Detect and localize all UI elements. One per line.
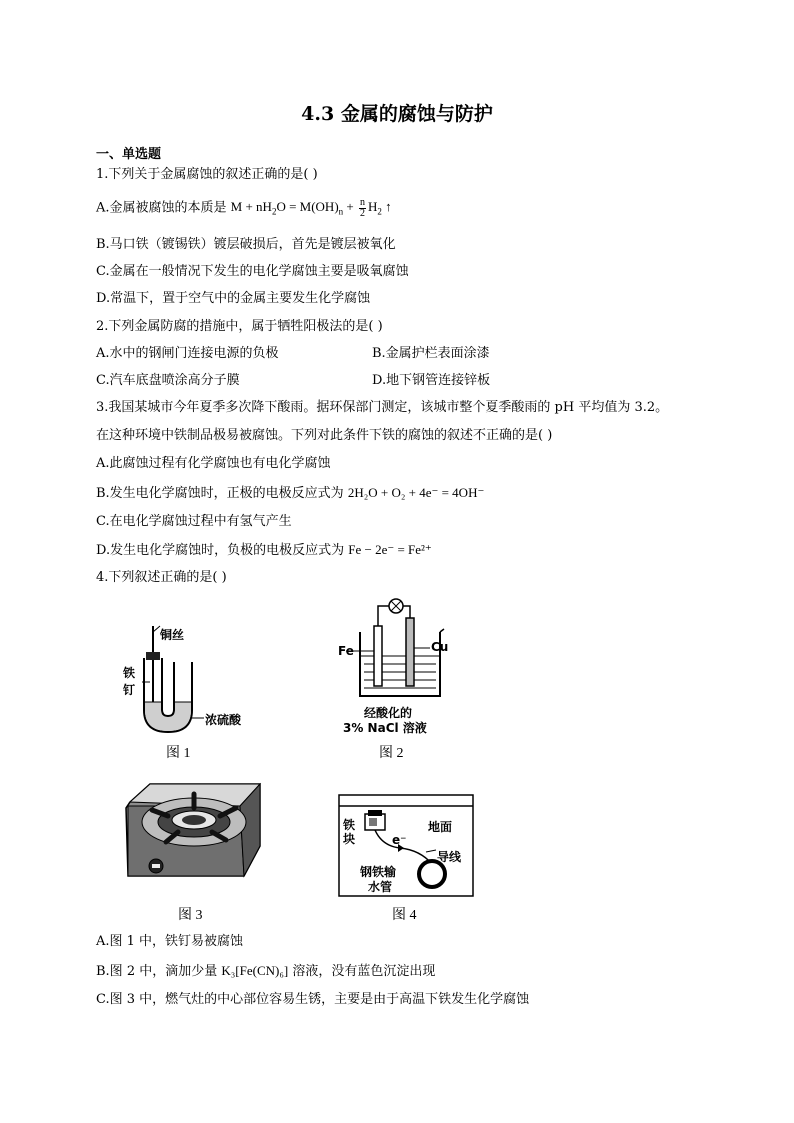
q2-option-a: A.水中的钢闸门连接电源的负极 — [96, 346, 279, 361]
q1-option-d: D.常温下，置于空气中的金属主要发生化学腐蚀 — [96, 291, 371, 306]
fig4-label-ground: 地面 — [428, 820, 453, 834]
fig2-label-fe: Fe — [338, 644, 354, 658]
q3-option-c: C.在电化学腐蚀过程中有氢气产生 — [96, 514, 292, 529]
q4-option-a: A.图 1 中，铁钉易被腐蚀 — [96, 934, 244, 949]
q2-stem: 2.下列金属防腐的措施中，属于牺牲阳极法的是( ) — [96, 319, 383, 334]
fig4-label-block-1: 铁 — [343, 818, 356, 832]
q4-option-c: C.图 3 中，燃气灶的中心部位容易生锈，主要是由于高温下铁发生化学腐蚀 — [96, 992, 530, 1007]
q4-stem: 4.下列叙述正确的是( ) — [96, 570, 227, 585]
figure-1-caption: 图 1 — [166, 746, 191, 761]
figure-4-caption: 图 4 — [392, 908, 417, 923]
figure-3-caption: 图 3 — [178, 908, 203, 923]
q1-a-text: A.金属被腐蚀的本质是 — [96, 200, 231, 216]
q4-option-b: B.图 2 中，滴加少量 K₃[Fe(CN)₆] 溶液，没有蓝色沉淀出现 — [96, 963, 436, 979]
fig4-label-block-2: 块 — [343, 832, 356, 846]
fig2-label-solution-1: 经酸化的 — [364, 706, 413, 720]
q1-a-formula: $M + nH_2O = M(OH)_n$ + $\frac{n}{2}$ $H_2$ ↑ — [230, 197, 392, 219]
fig1-label-acid: 浓硫酸 — [205, 713, 242, 727]
fig4-label-electron: e⁻ — [392, 833, 407, 847]
q3-option-b: B.发生电化学腐蚀时，正极的电极反应式为 2H₂O + O₂ + 4e⁻ = 4OH⁻ — [96, 485, 485, 501]
q2-option-d: D.地下钢管连接锌板 — [372, 373, 491, 388]
section-heading: 一、单选题 — [96, 147, 162, 162]
page-title: 4.3 金属的腐蚀与防护 — [301, 103, 493, 125]
fig2-label-solution-2: 3% NaCl 溶液 — [343, 721, 427, 735]
q3-option-d: D.发生电化学腐蚀时，负极的电极反应式为 Fe − 2e⁻ = Fe²⁺ — [96, 542, 432, 558]
fig2-label-cu: Cu — [431, 640, 449, 654]
fig4-label-wire: 导线 — [437, 850, 462, 864]
q2-option-b: B.金属护栏表面涂漆 — [372, 346, 490, 361]
fig4-label-pipe-2: 水管 — [368, 880, 393, 894]
fig1-label-nail-2: 钉 — [123, 683, 136, 697]
q3-stem-line-2: 在这种环境中铁制品极易被腐蚀。下列对此条件下铁的腐蚀的叙述不正确的是( ) — [96, 428, 553, 443]
q1-option-b: B.马口铁（镀锡铁）镀层破损后，首先是镀层被氧化 — [96, 237, 396, 252]
q1-option-a — [96, 198, 392, 220]
fig1-label-wire: 铜丝 — [160, 628, 185, 642]
q3-stem-line-1: 3.我国某城市今年夏季多次降下酸雨。据环保部门测定，该城市整个夏季酸雨的 pH 平均值为 3.2。 — [96, 400, 669, 415]
q3-option-a: A.此腐蚀过程有化学腐蚀也有电化学腐蚀 — [96, 456, 331, 471]
q1-option-c: C.金属在一般情况下发生的电化学腐蚀主要是吸氧腐蚀 — [96, 264, 409, 279]
q2-option-c: C.汽车底盘喷涂高分子膜 — [96, 373, 240, 388]
q1-stem: 1.下列关于金属腐蚀的叙述正确的是( ) — [96, 167, 318, 182]
fig4-label-pipe-1: 钢铁输 — [360, 865, 397, 879]
figure-2-caption: 图 2 — [379, 746, 404, 761]
figure-3-gas-stove — [122, 776, 264, 894]
fig1-label-nail-1: 铁 — [123, 666, 136, 680]
